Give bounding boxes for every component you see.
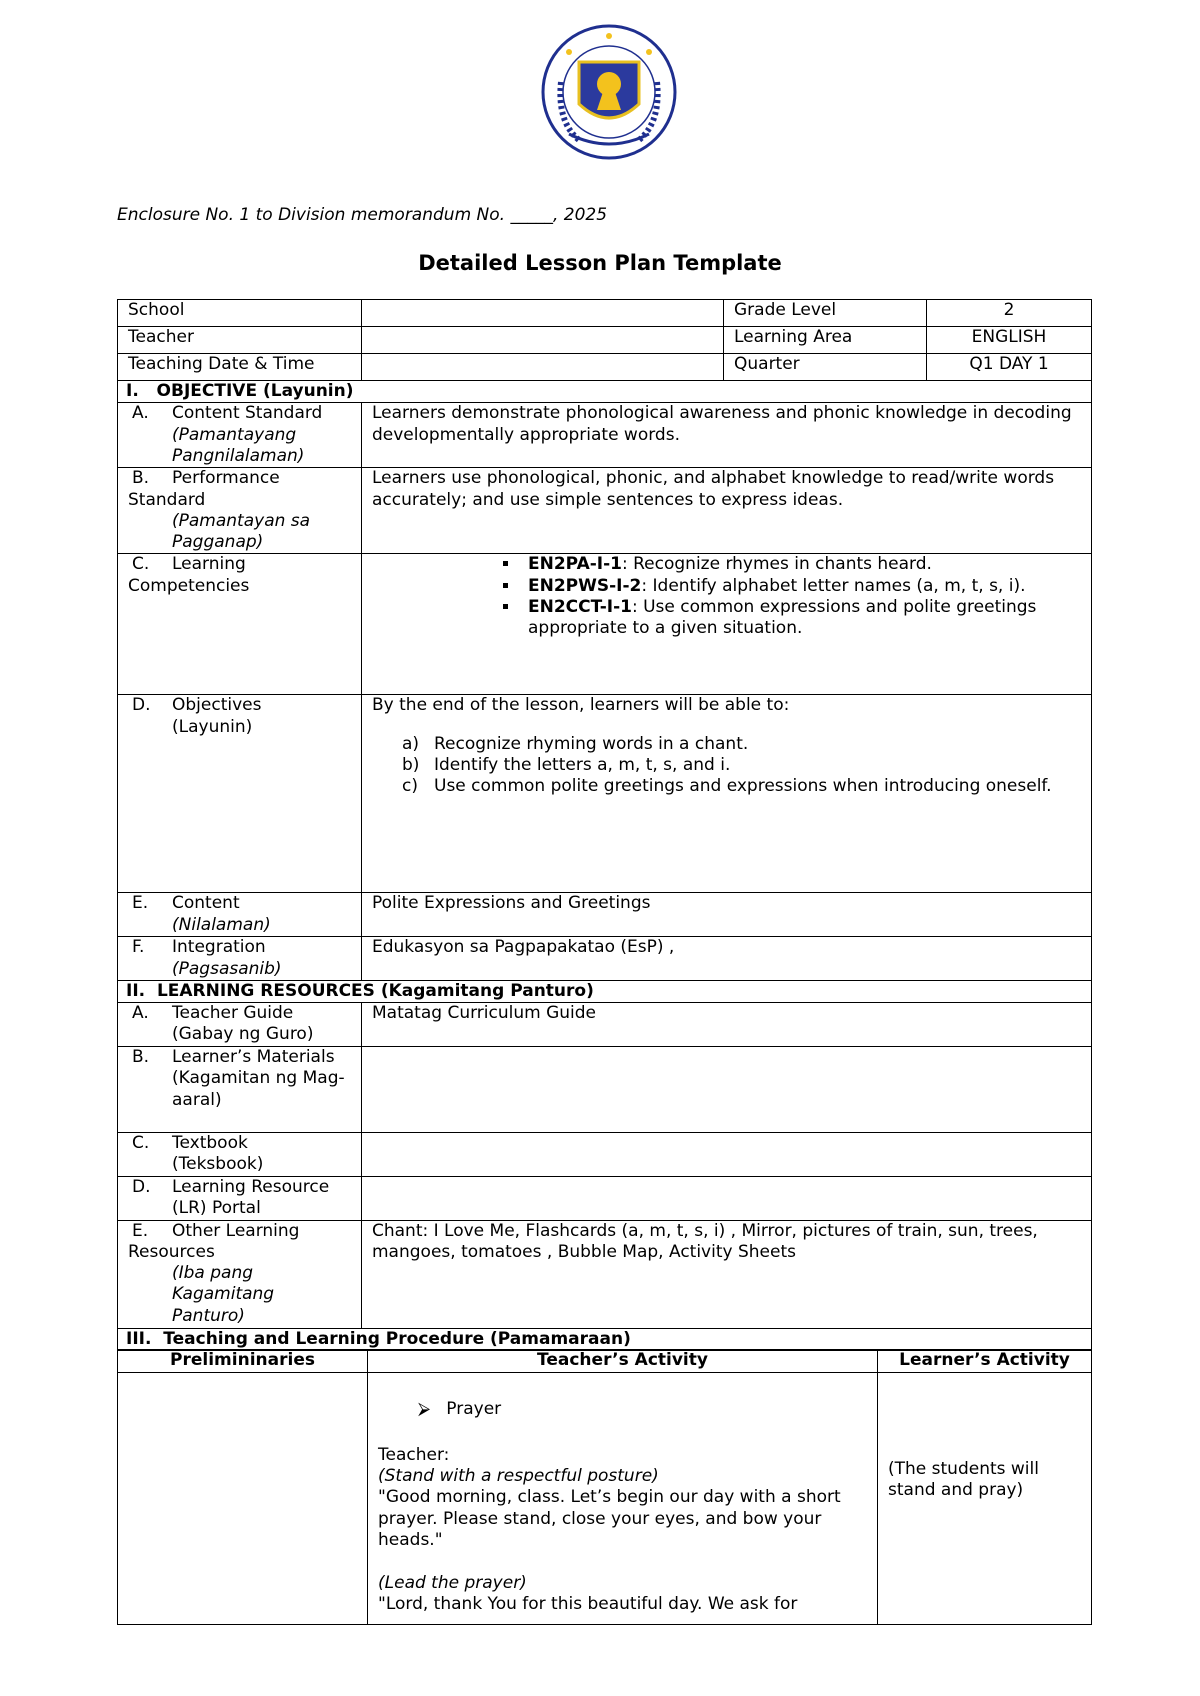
grade-label: Grade Level bbox=[724, 300, 927, 327]
row-performance-standard: B. Performance Standard (Pamantayan sa Pagganap) Learners use phonological, phonic, and alphabet knowledge to read/write words accurately; and use simple sentences to express ideas. bbox=[118, 468, 1092, 554]
row-lr-portal: D. Learning Resource (LR) Portal bbox=[118, 1177, 1092, 1221]
lr-portal-value[interactable] bbox=[362, 1177, 1092, 1221]
date-label: Teaching Date & Time bbox=[118, 354, 362, 381]
row-other-resources: E. Other Learning Resources (Iba pang Kagamitang Panturo) Chant: I Love Me, Flashcards (a, m, t, s, i) , Mirror, pictures of train, sun, trees, mangoes, tomatoes , Bubble Map, Activity Sheets bbox=[118, 1220, 1092, 1328]
row-integration: F. Integration (Pagsasanib) Edukasyon sa Pagpapakatao (EsP) , bbox=[118, 937, 1092, 981]
textbook-value[interactable] bbox=[362, 1133, 1092, 1177]
date-field[interactable] bbox=[362, 354, 724, 381]
objective-item: c) Use common polite greetings and expressions when introducing oneself. bbox=[402, 776, 1052, 796]
row-textbook: C. Textbook (Teksbook) bbox=[118, 1133, 1092, 1177]
teacher-guide-value[interactable]: Matatag Curriculum Guide bbox=[362, 1003, 1092, 1047]
row-objectives: D. Objectives (Layunin) By the end of the lesson, learners will be able to: a) Recognize rhyming words in a chant. b) Identify the letters a, m, t, s, and i. c) Use common polite greetings and expressions when introducing oneself. bbox=[118, 695, 1092, 893]
content-standard-label: Content Standard bbox=[172, 403, 323, 424]
objectives-value[interactable] bbox=[362, 695, 1092, 893]
quarter-value[interactable]: Q1 DAY 1 bbox=[927, 354, 1092, 381]
objectives-list bbox=[372, 734, 1081, 798]
objective-item: a) Recognize rhyming words in a chant. bbox=[402, 733, 749, 754]
learners-materials-label: Learner’s Materials bbox=[172, 1047, 335, 1067]
enclosure-note: Enclosure No. 1 to Division memorandum No. _____, 2025 bbox=[117, 205, 608, 225]
lesson-plan-table bbox=[117, 299, 1092, 1351]
content-value[interactable]: Polite Expressions and Greetings bbox=[362, 893, 1092, 937]
competency-item: ▪ EN2CCT-I-1: Use common expressions and polite greetings appropriate to a given situation. bbox=[520, 597, 1081, 640]
section-resources-heading: II. LEARNING RESOURCES (Kagamitang Panturo) bbox=[118, 980, 1092, 1002]
section-procedure-heading: III. Teaching and Learning Procedure (Pamamaraan) bbox=[118, 1328, 1092, 1350]
col-learner-activity-header: Learner’s Activity bbox=[878, 1350, 1092, 1372]
teacher-guide-label: Teacher Guide bbox=[172, 1003, 294, 1023]
content-label: Content bbox=[172, 893, 240, 914]
textbook-label: Textbook bbox=[172, 1133, 248, 1153]
teacher-activity-cell[interactable] bbox=[368, 1372, 878, 1624]
performance-standard-value[interactable]: Learners use phonological, phonic, and alphabet knowledge to read/write words accurately; and use simple sentences to express ideas. bbox=[362, 468, 1092, 554]
lr-portal-label: Learning Resource bbox=[172, 1177, 330, 1197]
teacher-field[interactable] bbox=[362, 327, 724, 354]
area-label: Learning Area bbox=[724, 327, 927, 354]
row-teacher-guide: A. Teacher Guide (Gabay ng Guro) Matatag Curriculum Guide bbox=[118, 1003, 1092, 1047]
learner-response: (The students will stand and pray) bbox=[888, 1458, 1039, 1500]
integration-value[interactable]: Edukasyon sa Pagpapakatao (EsP) , bbox=[362, 937, 1092, 981]
quarter-label: Quarter bbox=[724, 354, 927, 381]
learning-competencies-value[interactable] bbox=[362, 554, 1092, 695]
row-learning-competencies: C. Learning Competencies ▪ EN2PA-I-1: Recognize rhymes in chants heard. ▪ EN2PWS-I-2: Identify alphabet letter names (a, m, t, s, i). ▪ EN2CCT-I-1: Use common expressions and polite greetings appropriate to a given situation. bbox=[118, 554, 1092, 695]
teacher-speech: "Good morning, class. Let’s begin our day with a short prayer. Please stand, close your eyes, and bow your heads." bbox=[378, 1487, 841, 1550]
integration-label: Integration bbox=[172, 937, 266, 958]
objectives-label: Objectives bbox=[172, 695, 262, 716]
teacher-speech: "Lord, thank You for this beautiful day. We ask for bbox=[378, 1594, 798, 1615]
competency-item: ▪ EN2PA-I-1: Recognize rhymes in chants heard. bbox=[520, 554, 1081, 575]
competency-item: ▪ EN2PWS-I-2: Identify alphabet letter names (a, m, t, s, i). bbox=[520, 576, 1081, 597]
teacher-label: Teacher bbox=[118, 327, 362, 354]
prayer-bullet: ⮚ Prayer bbox=[418, 1398, 502, 1419]
area-value[interactable]: ENGLISH bbox=[927, 327, 1092, 354]
col-teacher-activity-header: Teacher’s Activity bbox=[368, 1350, 878, 1372]
objective-item: b) Identify the letters a, m, t, s, and i. bbox=[402, 754, 731, 775]
stage-direction: (Stand with a respectful posture) bbox=[378, 1466, 659, 1486]
row-school bbox=[118, 300, 1092, 327]
other-resources-label: Other Learning Resources bbox=[128, 1220, 300, 1262]
learner-activity-cell[interactable] bbox=[878, 1372, 1092, 1624]
deped-seal-logo bbox=[539, 22, 679, 162]
performance-standard-label: Performance Standard bbox=[128, 468, 280, 510]
school-label: School bbox=[118, 300, 362, 327]
row-date bbox=[118, 354, 1092, 381]
teacher-label: Teacher: bbox=[378, 1444, 450, 1465]
stage-direction: (Lead the prayer) bbox=[378, 1573, 527, 1593]
col-preliminaries-header: Prelimininaries bbox=[118, 1350, 368, 1372]
row-teacher bbox=[118, 327, 1092, 354]
objectives-intro: By the end of the lesson, learners will be able to: bbox=[372, 695, 790, 716]
learning-competencies-label: Learning Competencies bbox=[128, 554, 250, 596]
grade-value[interactable]: 2 bbox=[927, 300, 1092, 327]
content-standard-value[interactable]: Learners demonstrate phonological awareness and phonic knowledge in decoding developmentally appropriate words. bbox=[362, 403, 1092, 468]
document-title: Detailed Lesson Plan Template bbox=[418, 251, 782, 275]
school-field[interactable] bbox=[362, 300, 724, 327]
learners-materials-value[interactable] bbox=[362, 1047, 1092, 1133]
section-objective-heading: I. OBJECTIVE (Layunin) bbox=[118, 381, 1092, 403]
row-learners-materials: B. Learner’s Materials (Kagamitan ng Mag-aaral) bbox=[118, 1047, 1092, 1133]
procedure-table bbox=[117, 1349, 1092, 1624]
row-content: E. Content (Nilalaman) Polite Expressions and Greetings bbox=[118, 893, 1092, 937]
arrow-bullet-icon: ⮚ bbox=[418, 1398, 431, 1419]
preliminaries-cell[interactable] bbox=[118, 1372, 368, 1624]
other-resources-value[interactable]: Chant: I Love Me, Flashcards (a, m, t, s, i) , Mirror, pictures of train, sun, trees, mangoes, tomatoes , Bubble Map, Activity Sheets bbox=[362, 1220, 1092, 1328]
row-prayer bbox=[118, 1372, 1092, 1624]
competency-list bbox=[362, 554, 1081, 639]
lesson-plan-sheet bbox=[117, 299, 1091, 1625]
row-content-standard: A. Content Standard (Pamantayang Pangnilalaman) Learners demonstrate phonological awareness and phonic knowledge in decoding developmentally appropriate words. bbox=[118, 403, 1092, 468]
